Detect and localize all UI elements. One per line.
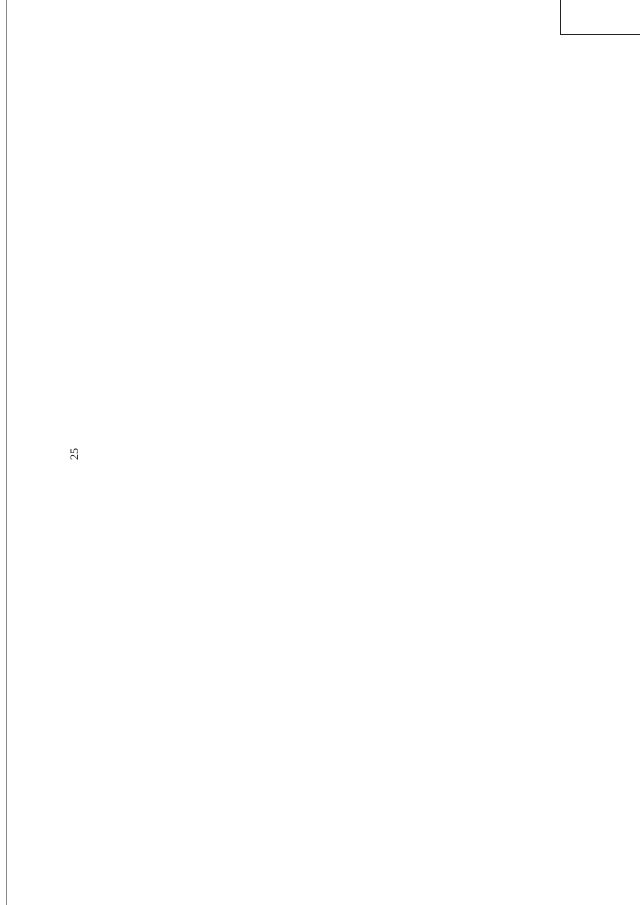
- blank-index-cell: [561, 0, 640, 35]
- budget-table: [560, 0, 640, 35]
- table-wrapper: [560, 0, 640, 35]
- table-body: [561, 0, 640, 35]
- table-row: [561, 0, 597, 35]
- page-number: 25: [67, 448, 81, 460]
- margin-line: [6, 0, 7, 905]
